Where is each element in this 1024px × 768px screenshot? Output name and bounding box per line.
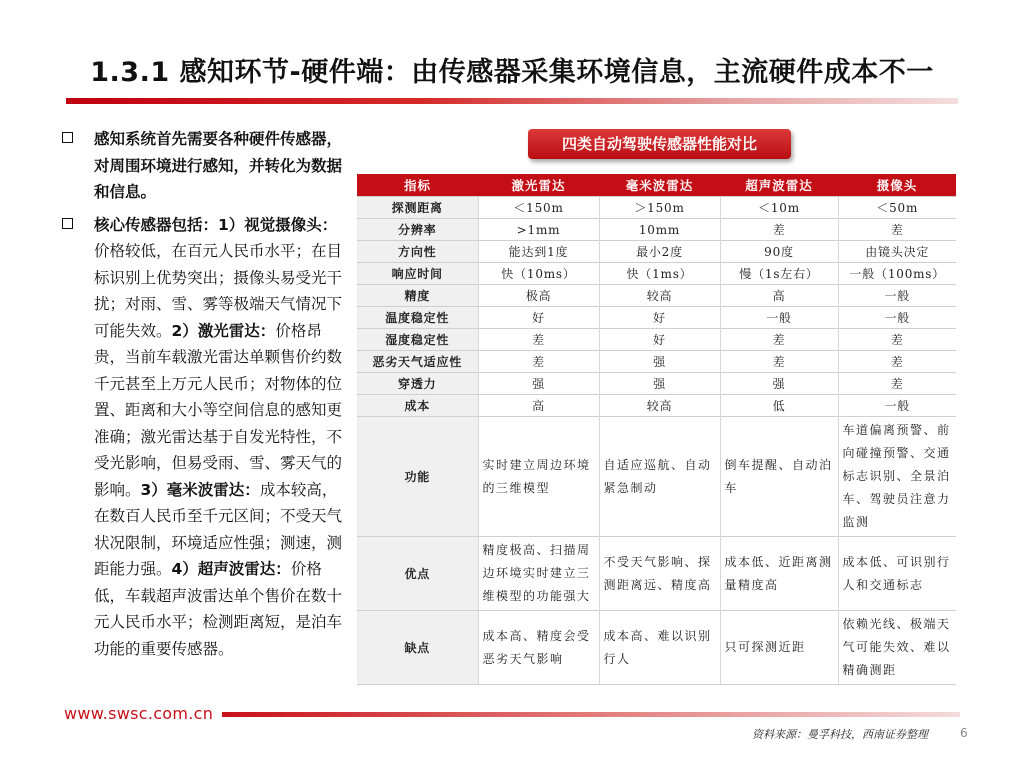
table-cell: 一般 xyxy=(720,307,838,329)
table-header-cell: 超声波雷达 xyxy=(720,174,838,197)
table-cell: ＜150m xyxy=(478,197,599,219)
bullet-perception xyxy=(62,126,347,206)
source-note: 资料来源：曼孚科技，西南证券整理 xyxy=(752,728,928,741)
table-row xyxy=(357,395,956,417)
table-cell: 依赖光线、极端天气可能失效、难以精确测距 xyxy=(838,611,956,685)
table-cell: 差 xyxy=(838,329,956,351)
table-cell: 分辨率 xyxy=(357,219,478,241)
table-cell: 不受天气影响、探测距离远、精度高 xyxy=(599,537,720,611)
table-cell: 差 xyxy=(478,351,599,373)
table-cell: 快（10ms） xyxy=(478,263,599,285)
table-header-cell: 毫米波雷达 xyxy=(599,174,720,197)
checkbox-bullet-icon xyxy=(62,218,73,229)
table-cell: 极高 xyxy=(478,285,599,307)
table-cell: 只可探测近距 xyxy=(720,611,838,685)
ultrasonic-heading: 4）超声波雷达： xyxy=(171,560,291,578)
table-cell: >1mm xyxy=(478,219,599,241)
table-row xyxy=(357,537,956,611)
table-cell: 一般 xyxy=(838,307,956,329)
table-cell: 最小2度 xyxy=(599,241,720,263)
left-text-panel xyxy=(62,126,347,668)
table-cell: 能达到1度 xyxy=(478,241,599,263)
table-cell: 差 xyxy=(720,351,838,373)
table-cell: 较高 xyxy=(599,285,720,307)
table-header-cell: 指标 xyxy=(357,174,478,197)
table-cell: 差 xyxy=(720,219,838,241)
table-cell: 一般 xyxy=(838,285,956,307)
lidar-heading: 2）激光雷达： xyxy=(171,321,276,340)
page-number: 6 xyxy=(960,726,968,740)
table-row xyxy=(357,197,956,219)
table-cell: 响应时间 xyxy=(357,263,478,285)
table-cell: 低 xyxy=(720,395,838,417)
table-row xyxy=(357,611,956,685)
title-divider xyxy=(66,98,958,104)
mmwave-desc: 成本较高，在数百人民币至千元区间；不受天气状况限制，环境适应性强；测速，测距能力强。 xyxy=(94,480,343,578)
bullet-core-sensors xyxy=(62,212,347,663)
table-cell: 强 xyxy=(478,373,599,395)
table-row xyxy=(357,241,956,263)
table-cell: 精度极高、扫描周边环境实时建立三维模型的功能强大 xyxy=(478,537,599,611)
table-cell: 精度 xyxy=(357,285,478,307)
table-cell: 好 xyxy=(599,307,720,329)
table-header-cell: 摄像头 xyxy=(838,174,956,197)
table-cell: 差 xyxy=(478,329,599,351)
ultrasonic-desc: 价格低，车载超声波雷达单个售价在数十元人民币水平；检测距离短，是泊车功能的重要传感器。 xyxy=(94,560,343,658)
table-cell: 恶劣天气适应性 xyxy=(357,351,478,373)
table-row xyxy=(357,329,956,351)
table-cell: 车道偏离预警、前向碰撞预警、交通标志识别、全景泊车、驾驶员注意力监测 xyxy=(838,417,956,537)
checkbox-bullet-icon xyxy=(62,132,73,143)
footer-website-link[interactable]: www.swsc.com.cn xyxy=(64,704,214,723)
bullet-perception-text: 感知系统首先需要各种硬件传感器，对周围环境进行感知，并转化为数据和信息。 xyxy=(94,130,343,201)
table-cell: 差 xyxy=(838,373,956,395)
table-cell: 自适应巡航、自动紧急制动 xyxy=(599,417,720,537)
page-title: 1.3.1 感知环节-硬件端：由传感器采集环境信息，主流硬件成本不一 xyxy=(90,57,934,88)
table-cell: 成本低、近距离测量精度高 xyxy=(720,537,838,611)
table-cell: 差 xyxy=(838,351,956,373)
table-row xyxy=(357,219,956,241)
table-cell: 强 xyxy=(599,373,720,395)
table-cell: 湿度稳定性 xyxy=(357,329,478,351)
lidar-desc: 价格昂贵，当前车载激光雷达单颗售价约数千元甚至上万元人民币；对物体的位置、距离和大小等空间信息的感知更准确；激光雷达基于自发光特性，不受光影响，但易受雨、雪、雾天气的影响。 xyxy=(94,321,343,499)
sensor-comparison-table xyxy=(357,174,956,685)
table-cell: 高 xyxy=(720,285,838,307)
table-cell: 方向性 xyxy=(357,241,478,263)
table-cell: 慢（1s左右） xyxy=(720,263,838,285)
table-cell: 差 xyxy=(838,219,956,241)
table-cell: 成本高、精度会受恶劣天气影响 xyxy=(478,611,599,685)
mmwave-heading: 3）毫米波雷达： xyxy=(140,480,260,499)
table-header-cell: 激光雷达 xyxy=(478,174,599,197)
table-cell: 成本低、可识别行人和交通标志 xyxy=(838,537,956,611)
table-cell: 实时建立周边环境的三维模型 xyxy=(478,417,599,537)
table-cell: 较高 xyxy=(599,395,720,417)
table-cell: 快（1ms） xyxy=(599,263,720,285)
table-cell: 探测距离 xyxy=(357,197,478,219)
table-cell: ＜10m xyxy=(720,197,838,219)
table-row xyxy=(357,417,956,537)
table-header-row xyxy=(357,174,956,197)
table-cell: 温度稳定性 xyxy=(357,307,478,329)
table-cell: 功能 xyxy=(357,417,478,537)
table-row xyxy=(357,307,956,329)
table-caption-badge: 四类自动驾驶传感器性能对比 xyxy=(528,129,791,159)
table-row xyxy=(357,373,956,395)
table-cell: 好 xyxy=(478,307,599,329)
table-cell: ＜50m xyxy=(838,197,956,219)
table-cell: 高 xyxy=(478,395,599,417)
table-cell: 一般（100ms） xyxy=(838,263,956,285)
table-cell: 好 xyxy=(599,329,720,351)
table-cell: ＞150m xyxy=(599,197,720,219)
table-cell: 10mm xyxy=(599,219,720,241)
table-cell: 缺点 xyxy=(357,611,478,685)
table-row xyxy=(357,351,956,373)
table-cell: 一般 xyxy=(838,395,956,417)
table-cell: 差 xyxy=(720,329,838,351)
table-cell: 强 xyxy=(720,373,838,395)
table-cell: 优点 xyxy=(357,537,478,611)
table-row xyxy=(357,263,956,285)
table-cell: 强 xyxy=(599,351,720,373)
table-cell: 成本 xyxy=(357,395,478,417)
table-cell: 由镜头决定 xyxy=(838,241,956,263)
camera-desc: 价格较低，在百元人民币水平；在目标识别上优势突出；摄像头易受光干扰；对雨、雪、雾等极端天气情况下可能失效。 xyxy=(94,242,343,340)
core-sensors-lead: 核心传感器包括：1）视觉摄像头： xyxy=(94,215,338,234)
footer-divider xyxy=(222,712,960,717)
table-cell: 穿透力 xyxy=(357,373,478,395)
table-cell: 成本高、难以识别行人 xyxy=(599,611,720,685)
table-cell: 倒车提醒、自动泊车 xyxy=(720,417,838,537)
table-row xyxy=(357,285,956,307)
table-cell: 90度 xyxy=(720,241,838,263)
